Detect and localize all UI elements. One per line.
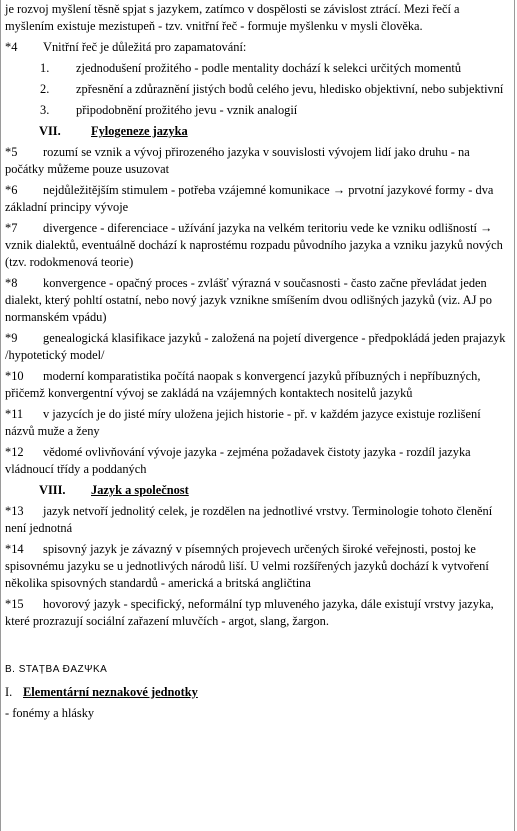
list-item	[5, 275, 511, 326]
sub-item-text: zpřesnění a zdůraznění jistých bodů celého jevu, hledisko objektivní, nebo subjektivní	[76, 82, 504, 96]
item-number: *8	[5, 276, 18, 290]
section-title: Elementární neznakové jednotky	[23, 685, 198, 699]
list-item	[5, 220, 511, 271]
list-item	[5, 330, 511, 364]
section-number: I.	[5, 685, 13, 699]
part-heading-b: B. STAȚBA ĐAZΨKA	[5, 664, 108, 675]
item-text: v jazycích je do jisté míry uložena jejich historie - př. v každém jazyce existuje rozlišení názvů muže a ženy	[5, 407, 481, 438]
item-text: konvergence - opačný proces - zvlášť výrazná v současnosti - často začne převládat jeden dialekt, který pohltí ostatní, nebo nový jazyk vznikne smíšením dvou odlišných jazyků (viz. AJ po normanském vpádu)	[5, 276, 492, 324]
item-number: *12	[5, 445, 24, 459]
sub-item-text: připodobnění prožitého jevu - vznik analogií	[76, 103, 298, 117]
intro-paragraph: je rozvoj myšlení těsně spjat s jazykem, zatímco v dospělosti se závislost ztrácí. Mezi řečí a myšlením existuje mezistupeň - tzv. vnitřní řeč - formuje myšlenku v mysli člověka.	[5, 2, 460, 33]
item-number: *6	[5, 183, 18, 197]
list-item	[5, 144, 511, 178]
sub-item-number: 2.	[40, 82, 50, 96]
item-text: Vnitřní řeč je důležitá pro zapamatování:	[43, 40, 247, 54]
item-number: *7	[5, 221, 18, 235]
blank-line	[5, 634, 511, 651]
section-number: VII.	[39, 124, 61, 138]
list-item	[5, 541, 511, 592]
sub-list-item	[5, 81, 511, 98]
sub-list-item	[5, 60, 511, 77]
item-text: moderní komparatistika počítá naopak s konvergencí jazyků příbuzných i nepříbuzných, přičemž konvergentní vývoj se zakládá na vzájemných kontaktech nositelů jazyků	[5, 369, 481, 400]
sub-item-number: 1.	[40, 61, 50, 75]
list-item	[5, 406, 511, 440]
item-number: *15	[5, 597, 24, 611]
list-item	[5, 596, 511, 630]
item-number: *10	[5, 369, 24, 383]
item-number: *13	[5, 504, 24, 518]
item-text: hovorový jazyk - specifický, neformální typ mluveného jazyka, dále existují vrstvy jazyka, které prozrazují sociální zařazení mluvčích - argot, slang, žargon.	[5, 597, 494, 628]
item-text: genealogická klasifikace jazyků - založená na pojetí divergence - předpokládá jeden prajazyk /hypotetický model/	[5, 331, 506, 362]
section-title: Jazyk a společnost	[91, 483, 189, 497]
item-number: *4	[5, 40, 18, 54]
list-item	[5, 39, 511, 56]
sub-item-text: zjednodušení prožitého - podle mentality dochází k selekci určitých momentů	[76, 61, 462, 75]
list-item	[5, 444, 511, 478]
item-number: *5	[5, 145, 18, 159]
item-text: spisovný jazyk je závazný v písemných projevech určených široké veřejnosti, postoj ke spisovnému jazyku se u jednotlivých národů liší. U velmi rozšířených jazyků dochází k vytvoření několika spisovných standardů - americká a britská angličtina	[5, 542, 489, 590]
last-line: - fonémy a hlásky	[5, 706, 95, 720]
list-item	[5, 503, 511, 537]
sub-list-item	[5, 102, 511, 119]
list-item	[5, 368, 511, 402]
item-text: rozumí se vznik a vývoj přirozeného jazyka v souvislosti vývojem lidí jako druhu - na počátky můžeme pouze usuzovat	[5, 145, 470, 176]
section-number: VIII.	[39, 483, 66, 497]
section-heading-viii	[5, 482, 511, 499]
item-text: vědomé ovlivňování vývoje jazyka - zejména požadavek čistoty jazyka - rozdíl jazyka vládnoucí třídy a poddaných	[5, 445, 471, 476]
section-title: Fylogeneze jazyka	[91, 124, 188, 138]
sub-item-number: 3.	[40, 103, 50, 117]
section-heading-i	[5, 684, 511, 701]
item-number: *9	[5, 331, 18, 345]
item-text: divergence - diferenciace - užívání jazyka na velkém teritoriu vede ke vzniku odlišností → vznik dialektů, eventuálně dochází k naprostému rozpadu původního jazyka a vzniku jazyků nových (tzv. rodokmenová teorie)	[5, 221, 503, 269]
item-number: *11	[5, 407, 24, 421]
item-text: nejdůležitějším stimulem - potřeba vzájemné komunikace → prvotní jazykové formy - dva základní principy vývoje	[5, 183, 494, 214]
section-heading-vii	[5, 123, 511, 140]
item-text: jazyk netvoří jednolitý celek, je rozdělen na jednotlivé vrstvy. Terminologie tohoto členění není jednotná	[5, 504, 493, 535]
item-number: *14	[5, 542, 24, 556]
list-item	[5, 182, 511, 216]
